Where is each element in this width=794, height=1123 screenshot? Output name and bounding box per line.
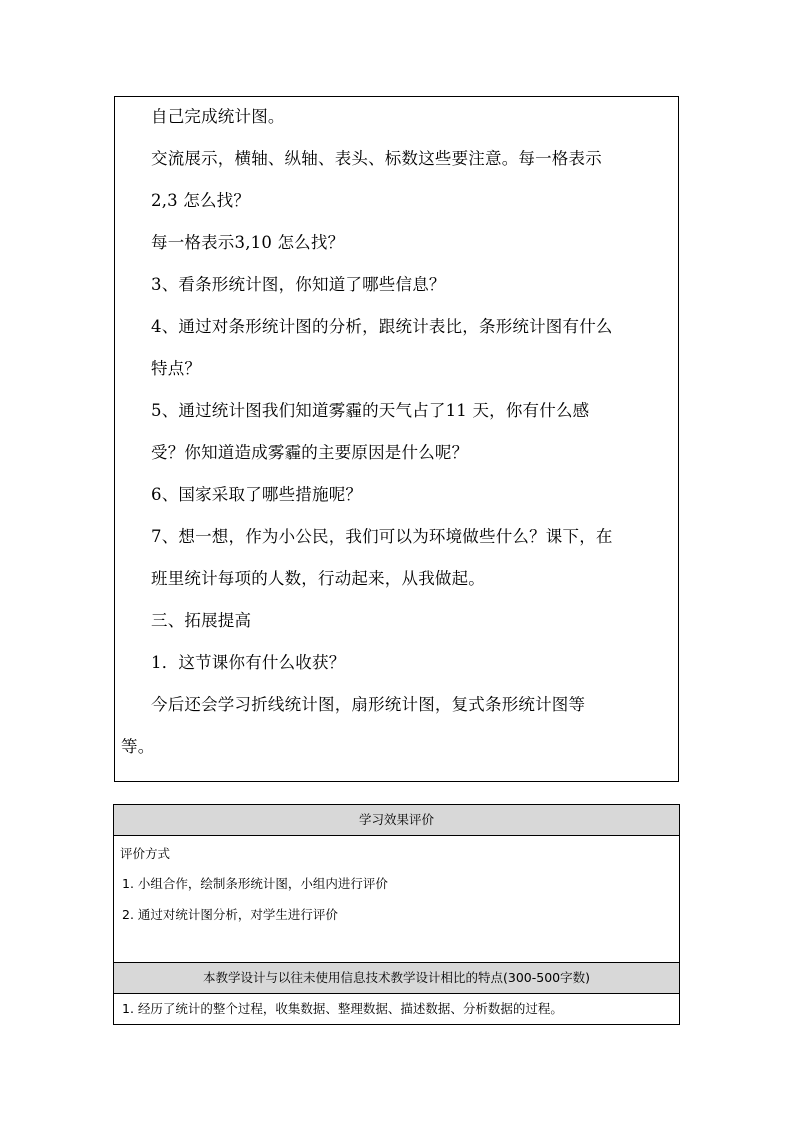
content-line: 3、看条形统计图，你知道了哪些信息？: [151, 275, 446, 294]
content-line: 5、通过统计图我们知道雾霾的天气占了11 天，你有什么感: [151, 401, 590, 420]
content-line: 交流展示，横轴、纵轴、表头、标数这些要注意。每一格表示: [151, 149, 602, 168]
eval-title: 评价方式: [120, 846, 171, 861]
content-line: 6、国家采取了哪些措施呢？: [151, 485, 363, 504]
list-item: 2. 通过对统计图分析，对学生进行评价: [122, 907, 338, 922]
content-line: 7、想一想，作为小公民，我们可以为环境做些什么？课下，在: [151, 527, 613, 546]
evaluation-cell: [114, 836, 680, 963]
evaluation-table: [113, 804, 680, 1025]
content-line: 三、拓展提高: [151, 611, 252, 630]
header-label: 学习效果评价: [358, 812, 434, 827]
content-line: 受？你知道造成雾霾的主要原因是什么呢？: [151, 443, 469, 462]
list-item: 1. 经历了统计的整个过程，收集数据、整理数据、描述数据、分析数据的过程。: [122, 1001, 563, 1016]
content-line: 今后还会学习折线统计图，扇形统计图，复式条形统计图等: [151, 695, 586, 714]
table-header-features: [114, 963, 680, 994]
content-line: 特点？: [151, 359, 202, 378]
content-line: 自己完成统计图。: [151, 107, 285, 126]
content-line: 1．这节课你有什么收获？: [151, 653, 346, 672]
features-cell: [114, 994, 680, 1025]
content-line: 每一格表示3,10 怎么找？: [151, 233, 345, 252]
list-item: 1. 小组合作，绘制条形统计图，小组内进行评价: [122, 876, 388, 891]
header-label: 本教学设计与以往未使用信息技术教学设计相比的特点(300-500字数): [203, 970, 590, 985]
content-line: 2,3 怎么找？: [151, 191, 251, 210]
content-line: 班里统计每项的人数，行动起来，从我做起。: [151, 569, 485, 588]
lesson-content-box: [114, 96, 679, 782]
table-header-evaluation: [114, 805, 680, 836]
content-line: 4、通过对条形统计图的分析，跟统计表比，条形统计图有什么: [151, 317, 613, 336]
content-line: 等。: [121, 737, 155, 756]
